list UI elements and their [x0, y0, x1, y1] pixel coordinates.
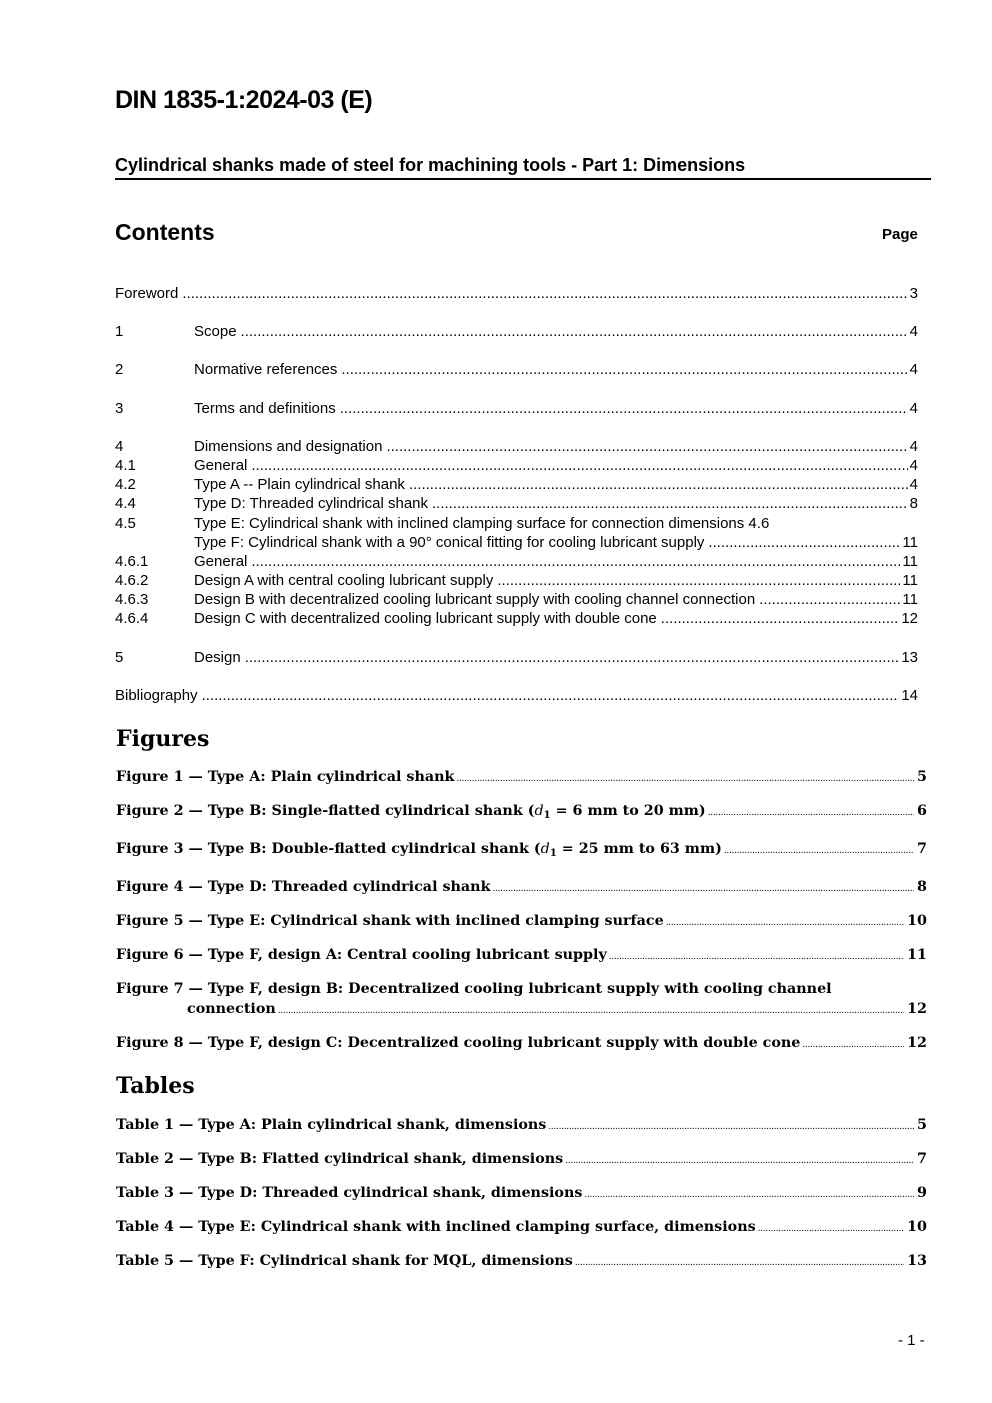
toc-entry-type-d[interactable] [115, 494, 918, 513]
toc-leader [340, 399, 908, 418]
entry-leader [724, 841, 914, 861]
toc-page: 3 [909, 285, 918, 302]
entry-leader [609, 947, 904, 967]
entry-title: Table 3 — Type D: Threaded cylindrical shank, dimensions [116, 1185, 583, 1201]
entry-title: Figure 5 — Type E: Cylindrical shank with inclined clamping surface [116, 913, 664, 929]
toc-title: Type A -- Plain cylindrical shank [194, 476, 405, 494]
toc-leader [708, 533, 900, 552]
toc-number: 1 [115, 323, 124, 341]
entry-page: 10 [907, 913, 927, 929]
toc-page: 11 [902, 591, 918, 609]
figure-entry-2[interactable] [116, 801, 927, 821]
toc-title: Foreword [115, 285, 179, 302]
figure-entry-5[interactable] [116, 911, 927, 931]
toc-number: 4.6.4 [115, 610, 149, 628]
entry-page: 5 [917, 1117, 927, 1133]
toc-number: 4.5 [115, 514, 136, 532]
page-number: - 1 - [898, 1332, 925, 1349]
page-column-heading: Page [882, 226, 918, 243]
toc-title: Bibliography [115, 686, 198, 704]
toc-title: Dimensions and designation [194, 437, 383, 455]
toc-leader [497, 571, 900, 590]
toc-leader [202, 686, 900, 705]
entry-leader [548, 1117, 914, 1137]
figure-entry-7[interactable] [116, 979, 927, 1019]
toc-entry-type-a[interactable] [115, 475, 918, 494]
toc-number: 5 [115, 648, 124, 666]
entry-title: Table 4 — Type E: Cylindrical shank with inclined clamping surface, dimensions [116, 1219, 756, 1235]
toc-title: Type D: Threaded cylindrical shank [194, 495, 429, 513]
toc-page: 12 [901, 610, 918, 628]
toc-number: 4.6.2 [115, 572, 149, 590]
entry-leader [492, 879, 914, 899]
contents-heading: Contents [115, 219, 215, 245]
toc-title: Type E: Cylindrical shank with inclined clamping surface for connection dimensions 4.6 [194, 514, 770, 532]
toc-title: Scope [194, 323, 237, 341]
toc-page: 13 [901, 648, 918, 666]
entry-page: 7 [917, 841, 927, 857]
toc-entry-general-4-6-1[interactable] [115, 552, 918, 571]
entry-page: 6 [917, 803, 927, 819]
toc-entry-design-a[interactable] [115, 571, 918, 590]
entry-title: Figure 4 — Type D: Threaded cylindrical shank [116, 879, 491, 895]
entry-title: Figure 8 — Type F, design C: Decentralized cooling lubricant supply with double cone [116, 1035, 801, 1051]
entry-continuation [116, 999, 927, 1019]
toc-entry-general[interactable] [115, 456, 918, 475]
toc-entry-scope[interactable] [115, 322, 918, 341]
toc-leader [409, 475, 908, 494]
entry-page: 11 [907, 947, 927, 963]
toc-entry-normative-references[interactable] [115, 360, 918, 379]
table-of-contents [115, 284, 918, 705]
d1-variable: d [534, 803, 544, 819]
toc-entry-terms-and-definitions[interactable] [115, 399, 918, 418]
toc-leader [341, 360, 907, 379]
toc-page: 4 [909, 323, 918, 341]
entry-page: 12 [907, 1035, 927, 1051]
toc-page: 4 [909, 476, 918, 494]
entry-title: Figure 7 — Type F, design B: Decentralized cooling lubricant supply with cooling channel [116, 981, 832, 997]
figures-heading: Figures [116, 726, 210, 752]
figure-entry-8[interactable] [116, 1033, 927, 1053]
toc-number: 4.6.1 [115, 552, 149, 570]
entry-page: 5 [917, 769, 927, 785]
toc-number: 4.1 [115, 456, 136, 474]
toc-leader [251, 552, 900, 571]
toc-number: 2 [115, 361, 124, 379]
entry-page: 12 [907, 1001, 927, 1017]
toc-entry-type-f[interactable] [115, 533, 918, 552]
toc-page: 11 [902, 552, 918, 570]
entry-leader [758, 1219, 904, 1239]
entry-page: 7 [917, 1151, 927, 1167]
entry-title: Table 5 — Type F: Cylindrical shank for MQL, dimensions [116, 1253, 573, 1269]
figure-entry-3[interactable] [116, 839, 927, 859]
entry-title: Table 2 — Type B: Flatted cylindrical shank, dimensions [116, 1151, 564, 1167]
toc-page: 4 [909, 361, 918, 379]
table-entry-5[interactable] [116, 1251, 927, 1271]
toc-entry-foreword[interactable] [115, 284, 918, 303]
toc-entry-dimensions-and-designation[interactable] [115, 437, 918, 456]
entry-leader [278, 1001, 904, 1021]
entry-title: Table 1 — Type A: Plain cylindrical shank, dimensions [116, 1117, 547, 1133]
list-of-figures [116, 767, 927, 1053]
entry-leader [666, 913, 904, 933]
toc-number: 4 [115, 437, 124, 455]
figure-entry-1[interactable] [116, 767, 927, 787]
toc-entry-design-c[interactable] [115, 609, 918, 628]
toc-leader [661, 609, 900, 628]
toc-leader [245, 648, 900, 667]
entry-title-continued: connection [187, 1001, 276, 1017]
entry-title: Figure 3 — Type B: Double-flatted cylindrical shank ($d_1 = 25$ mm to 63 mm) [116, 841, 722, 859]
d1-subscript: 1 [543, 810, 551, 821]
entry-leader [584, 1185, 914, 1205]
toc-leader [241, 322, 908, 341]
toc-title: General [194, 456, 248, 474]
toc-page: 14 [901, 686, 918, 704]
figure-entry-4[interactable] [116, 877, 927, 897]
toc-entry-bibliography[interactable] [115, 686, 918, 705]
entry-leader [456, 769, 914, 789]
table-entry-3[interactable] [116, 1183, 927, 1203]
table-entry-2[interactable] [116, 1149, 927, 1169]
entry-title: Figure 6 — Type F, design A: Central cooling lubricant supply [116, 947, 607, 963]
toc-number: 3 [115, 399, 124, 417]
toc-number: 4.4 [115, 495, 136, 513]
toc-page: 4 [909, 399, 918, 417]
entry-leader [575, 1253, 904, 1273]
toc-title: Design B with decentralized cooling lubricant supply with cooling channel connection [194, 591, 756, 609]
tables-heading: Tables [116, 1073, 195, 1099]
toc-title: Type F: Cylindrical shank with a 90° conical fitting for cooling lubricant supply [194, 533, 705, 551]
entry-page: 8 [917, 879, 927, 895]
toc-page: 8 [909, 495, 918, 513]
document-subtitle: Cylindrical shanks made of steel for machining tools - Part 1: Dimensions [115, 155, 931, 180]
entry-leader [708, 803, 914, 823]
table-entry-1[interactable] [116, 1115, 927, 1135]
figure-entry-6[interactable] [116, 945, 927, 965]
d1-subscript: 1 [549, 848, 557, 859]
toc-leader [386, 437, 907, 456]
toc-number: 4.6.3 [115, 591, 149, 609]
toc-leader [432, 494, 908, 513]
toc-page: 4 [909, 437, 918, 455]
toc-page: 11 [902, 533, 918, 551]
toc-title: Design [194, 648, 241, 666]
toc-title: Design C with decentralized cooling lubricant supply with double cone [194, 610, 657, 628]
toc-leader [759, 590, 900, 609]
entry-leader [565, 1151, 914, 1171]
toc-number: 4.2 [115, 476, 136, 494]
d1-variable: d [540, 841, 550, 857]
toc-page: 4 [909, 456, 918, 474]
entry-page: 13 [907, 1253, 927, 1269]
toc-page: 11 [902, 572, 918, 590]
toc-entry-type-e[interactable] [115, 514, 918, 533]
toc-title: Normative references [194, 361, 338, 379]
entry-page: 9 [917, 1185, 927, 1201]
toc-entry-design-b[interactable] [115, 590, 918, 609]
toc-title: General [194, 552, 248, 570]
toc-title: Design A with central cooling lubricant supply [194, 572, 494, 590]
toc-entry-design[interactable] [115, 648, 918, 667]
toc-title: Terms and definitions [194, 399, 336, 417]
entry-title: Figure 2 — Type B: Single-flatted cylindrical shank ($d_1 = 6$ mm to 20 mm) [116, 803, 706, 821]
entry-title: Figure 1 — Type A: Plain cylindrical shank [116, 769, 455, 785]
entry-leader [802, 1035, 904, 1055]
table-entry-4[interactable] [116, 1217, 927, 1237]
entry-page: 10 [907, 1219, 927, 1235]
list-of-tables [116, 1115, 927, 1271]
document-title: DIN 1835-1:2024-03 (E) [115, 86, 373, 114]
toc-leader [182, 284, 907, 303]
toc-leader [251, 456, 907, 475]
